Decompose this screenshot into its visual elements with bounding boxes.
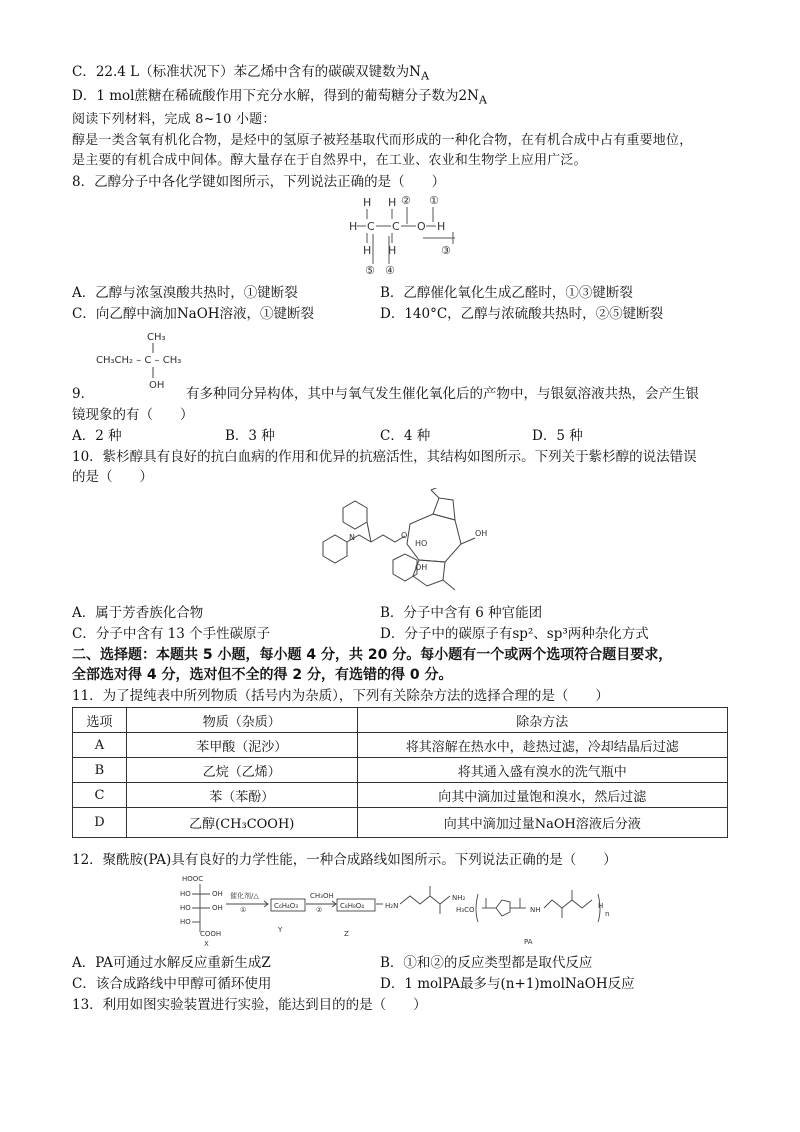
header-option: 选项: [73, 708, 127, 733]
step-1: ①: [240, 906, 247, 914]
q9-option-c: C．4 种: [380, 428, 431, 444]
x-label: X: [204, 940, 209, 948]
q9-option-a: A．2 种: [72, 428, 122, 444]
pa-label: PA: [524, 938, 533, 946]
step-2: ②: [316, 906, 323, 914]
bond-label-3: ③: [441, 244, 451, 257]
cell-option: A: [73, 733, 127, 758]
ethanol-bond-diagram: [345, 192, 465, 280]
formula-ch3-top: CH₃: [147, 332, 166, 343]
x-cooh: COOH: [200, 930, 222, 938]
label-nh: N: [349, 533, 355, 542]
formula-chain: CH₃CH₂ – C – CH₃: [96, 355, 182, 366]
q9-stem-1: 有多种同分异构体，其中与氧气发生催化氧化后的产物中，与银氨溶液共热，会产生银: [186, 386, 699, 402]
cell-method: 向其中滴加过量NaOH溶液后分液: [357, 808, 727, 838]
q10-option-d: D．分子中的碳原子有sp²、sp³两种杂化方式: [380, 626, 649, 642]
q12-option-d: D．1 molPA最多与(n+1)molNaOH反应: [380, 976, 635, 992]
header-method: 除杂方法: [357, 708, 727, 733]
h-oh: H: [437, 220, 446, 233]
bond-label-5: ⑤: [365, 264, 375, 277]
h-left: H: [349, 220, 358, 233]
formula-oh: OH: [149, 380, 165, 391]
h-top-2: H: [388, 196, 397, 209]
q12-stem: 12．聚酰胺(PA)具有良好的力学性能，一种合成路线如图所示。下列说法正确的是（ ）: [72, 852, 617, 868]
q9-alcohol-formula: [92, 330, 202, 392]
c-atom-1: C: [367, 220, 375, 233]
section-2-title-1: 二、选择题：本题共 5 小题，每小题 4 分，共 20 分。每小题有一个或两个选项符合题目要求，: [72, 647, 673, 663]
cell-method: 将其溶解在热水中，趁热过滤，冷却结晶后过滤: [357, 733, 727, 758]
c-atom-2: C: [392, 220, 400, 233]
q8-option-c: C．向乙醇中滴加NaOH溶液，①键断裂: [72, 306, 315, 322]
cell-method: 将其通入盛有溴水的洗气瓶中: [357, 758, 727, 783]
bond-label-1: ①: [429, 194, 439, 207]
y-label: Y: [278, 926, 283, 934]
q10-stem-1: 10．紫杉醇具有良好的抗白血病的作用和优异的抗癌活性，其结构如图所示。下列关于紫杉醇的说法错误: [72, 449, 697, 465]
label-o: O: [401, 531, 408, 540]
q13-stem: 13．利用如图实验装置进行实验，能达到目的的是（ ）: [72, 997, 427, 1013]
h-bottom-1: H: [363, 244, 372, 257]
cell-substance: 苯（苯酚）: [126, 783, 357, 808]
x-ho-2: HO: [180, 904, 191, 912]
q10-option-b: B．分子中含有 6 种官能团: [380, 605, 543, 621]
h-bottom-2: H: [388, 244, 397, 257]
nh-label: NH: [530, 906, 541, 914]
q8-option-b: B．乙醇催化氧化生成乙醛时，①③键断裂: [380, 285, 633, 301]
cell-option: B: [73, 758, 127, 783]
x-ho-3: HO: [180, 918, 191, 926]
q12-option-b: B．①和②的反应类型都是取代反应: [380, 955, 593, 971]
q10-stem-2: 的是（ ）: [72, 469, 153, 485]
q12-option-a: A．PA可通过水解反应重新生成Z: [72, 955, 271, 971]
x-oh-2: OH: [212, 904, 223, 912]
cell-substance: 乙醇(CH₃COOH): [126, 808, 357, 838]
x-ho-1: HO: [180, 890, 191, 898]
cell-option: C: [73, 783, 127, 808]
h3co-label: H₃CO: [456, 906, 475, 914]
q8-stem: 8．乙醇分子中各化学键如图所示，下列说法正确的是（ ）: [72, 174, 446, 190]
paclitaxel-structure: [315, 488, 510, 600]
q9-number: 9．: [72, 386, 95, 402]
label-oh-2: OH: [415, 563, 428, 572]
label-oh: OH: [475, 529, 488, 538]
cell-method: 向其中滴加过量饱和溴水，然后过滤: [357, 783, 727, 808]
header-substance: 物质（杂质）: [126, 708, 357, 733]
cell-option: D: [73, 808, 127, 838]
h2n-label: H₂N: [385, 902, 399, 910]
q11-table: [72, 707, 728, 838]
label-ho: HO: [415, 539, 428, 548]
cell-substance: 苯甲酸（泥沙）: [126, 733, 357, 758]
q8-option-d: D．140°C，乙醇与浓硫酸共热时，②⑤键断裂: [380, 306, 664, 322]
q9-stem-2: 镜现象的有（ ）: [72, 407, 194, 423]
cond-1: 催化剂/△: [230, 892, 259, 900]
h-end-label: H: [598, 902, 604, 910]
passage-intro: 阅读下列材料，完成 8~10 小题：: [72, 112, 276, 127]
q10-option-a: A．属于芳香族化合物: [72, 605, 204, 621]
q12-option-c: C．该合成路线中甲醇可循环使用: [72, 976, 272, 992]
q7-option-c: C．22.4 L（标准状况下）苯乙烯中含有的碳碳双键数为$N_A$: [72, 64, 430, 83]
table-row: [73, 733, 728, 758]
table-header-row: [73, 708, 728, 733]
bond-label-4: ④: [385, 264, 395, 277]
o-atom: O: [417, 220, 426, 233]
y-formula: C₆H₄O₃: [274, 902, 299, 910]
table-row: [73, 758, 728, 783]
section-2-title-2: 全部选对得 4 分，选对但不全的得 2 分，有选错的得 0 分。: [72, 667, 453, 683]
q11-stem: 11．为了提纯表中所列物质（括号内为杂质），下列有关除杂方法的选择合理的是（ ）: [72, 688, 609, 704]
q7-option-d: D．1 mol蔗糖在稀硫酸作用下充分水解，得到的葡萄糖分子数为$2N_A$: [72, 88, 487, 107]
z-formula: C₈H₈O₄: [340, 902, 365, 910]
z-label: Z: [344, 930, 349, 938]
table-row: [73, 808, 728, 838]
cell-substance: 乙烷（乙烯）: [126, 758, 357, 783]
bond-label-2: ②: [401, 194, 411, 207]
q10-option-c: C．分子中含有 13 个手性碳原子: [72, 626, 271, 642]
q8-option-a: A．乙醇与浓氢溴酸共热时，①键断裂: [72, 285, 298, 301]
passage-text-1: 醇是一类含氧有机化合物，是烃中的氢原子被羟基取代而形成的一种化合物，在有机合成中占有重要地位，: [72, 133, 693, 148]
table-row: [73, 783, 728, 808]
q9-option-b: B．3 种: [225, 428, 275, 444]
nh2-label: NH₂: [452, 894, 466, 902]
x-oh-1: OH: [212, 890, 223, 898]
pa-synthesis-scheme: [178, 872, 618, 952]
cond-2: CH₃OH: [310, 892, 334, 900]
h-top-1: H: [363, 196, 372, 209]
passage-text-2: 是主要的有机合成中间体。醇大量存在于自然界中，在工业、农业和生物学上应用广泛。: [72, 153, 587, 168]
n-label: n: [605, 910, 610, 918]
q9-option-d: D．5 种: [532, 428, 583, 444]
x-hooc: HOOC: [182, 875, 204, 883]
